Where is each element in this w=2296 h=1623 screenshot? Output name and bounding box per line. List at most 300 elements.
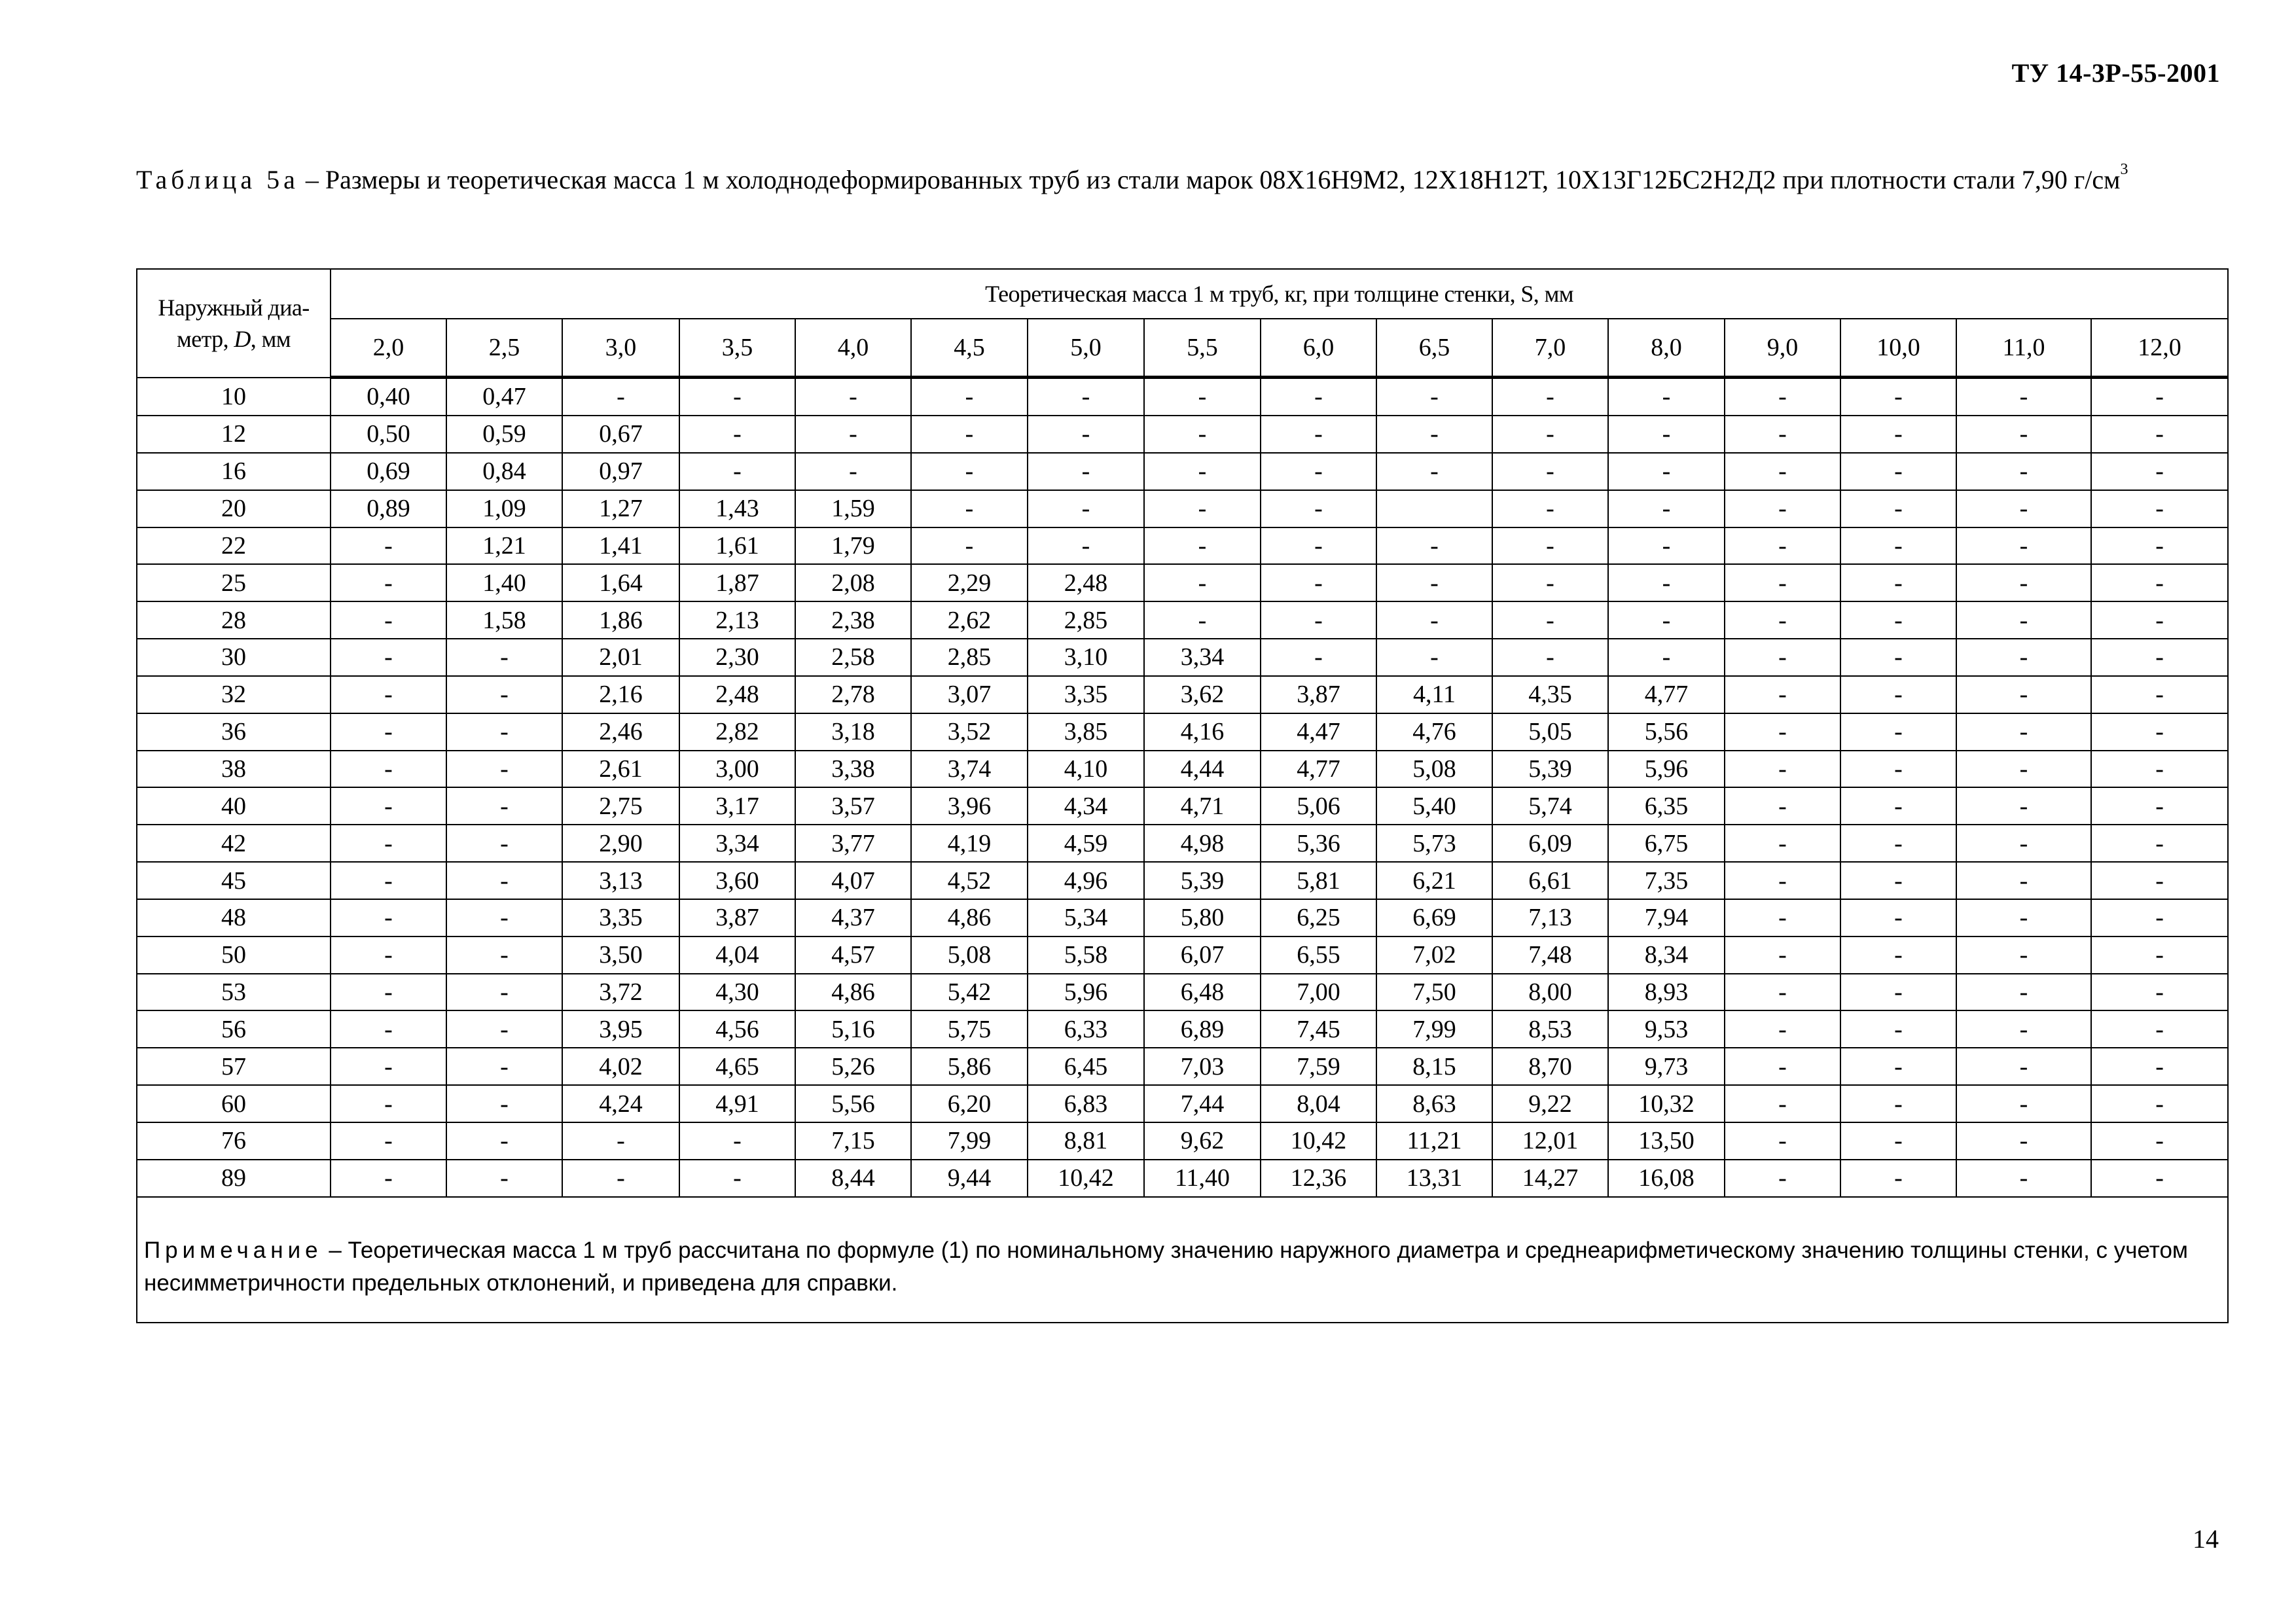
mass-cell: -	[1725, 416, 1840, 453]
mass-cell: -	[1840, 713, 1956, 751]
mass-cell: 3,34	[679, 825, 795, 862]
mass-cell: -	[1261, 453, 1376, 490]
mass-cell: -	[1725, 527, 1840, 565]
mass-cell: 3,50	[562, 936, 679, 974]
mass-cell: 6,33	[1028, 1010, 1144, 1048]
mass-cell: 5,08	[1376, 751, 1492, 788]
mass-cell: -	[1376, 453, 1492, 490]
table-row	[137, 564, 2228, 601]
diameter-cell: 12	[137, 416, 331, 453]
mass-cell: 5,56	[1608, 713, 1725, 751]
diameter-cell: 76	[137, 1122, 331, 1160]
mass-cell: -	[1956, 1122, 2091, 1160]
mass-cell: -	[2091, 453, 2228, 490]
mass-cell: -	[1840, 751, 1956, 788]
mass-cell: -	[795, 416, 911, 453]
mass-cell: -	[2091, 1160, 2228, 1197]
mass-cell: -	[1144, 527, 1261, 565]
mass-cell: -	[2091, 639, 2228, 676]
mass-cell: 3,74	[911, 751, 1028, 788]
mass-cell: 2,48	[1028, 564, 1144, 601]
mass-cell: -	[1608, 564, 1725, 601]
mass-cell: -	[1840, 1160, 1956, 1197]
mass-cell: -	[2091, 751, 2228, 788]
mass-cell: -	[2091, 378, 2228, 416]
diameter-cell: 16	[137, 453, 331, 490]
mass-cell: 12,36	[1261, 1160, 1376, 1197]
mass-cell: 3,35	[562, 899, 679, 936]
mass-cell: -	[2091, 527, 2228, 565]
mass-cell: 7,00	[1261, 974, 1376, 1011]
mass-cell: 8,53	[1492, 1010, 1608, 1048]
mass-cell: 4,98	[1144, 825, 1261, 862]
mass-cell: 6,83	[1028, 1085, 1144, 1122]
mass-cell: 4,24	[562, 1085, 679, 1122]
mass-cell: 4,52	[911, 862, 1028, 899]
mass-cell: -	[1956, 490, 2091, 527]
mass-cell: -	[1608, 416, 1725, 453]
mass-cell	[1376, 490, 1492, 527]
diameter-cell: 40	[137, 787, 331, 825]
mass-cell: 2,82	[679, 713, 795, 751]
mass-cell: -	[1261, 378, 1376, 416]
mass-cell: 2,01	[562, 639, 679, 676]
thickness-header-cell: 4,0	[795, 319, 911, 378]
mass-cell: -	[1840, 601, 1956, 639]
mass-cell: -	[911, 453, 1028, 490]
mass-cell: 2,29	[911, 564, 1028, 601]
mass-cell: 8,44	[795, 1160, 911, 1197]
mass-cell: -	[1725, 1160, 1840, 1197]
mass-cell: 8,70	[1492, 1048, 1608, 1085]
mass-cell: -	[1725, 1122, 1840, 1160]
table-row	[137, 676, 2228, 713]
mass-cell: -	[1492, 490, 1608, 527]
mass-cell: 3,18	[795, 713, 911, 751]
mass-cell: -	[1725, 787, 1840, 825]
mass-cell: 1,43	[679, 490, 795, 527]
mass-cell: -	[1956, 639, 2091, 676]
mass-cell: -	[1144, 453, 1261, 490]
mass-cell: 5,81	[1261, 862, 1376, 899]
diameter-cell: 48	[137, 899, 331, 936]
mass-cell: 10,42	[1261, 1122, 1376, 1160]
mass-cell: 4,10	[1028, 751, 1144, 788]
mass-cell: -	[1725, 676, 1840, 713]
mass-cell: -	[446, 787, 562, 825]
mass-cell: -	[1608, 527, 1725, 565]
mass-cell: 9,62	[1144, 1122, 1261, 1160]
mass-cell: 6,25	[1261, 899, 1376, 936]
mass-cell: -	[1725, 378, 1840, 416]
mass-cell: 9,73	[1608, 1048, 1725, 1085]
mass-cell: -	[2091, 490, 2228, 527]
mass-cell: -	[1840, 490, 1956, 527]
mass-cell: -	[1840, 453, 1956, 490]
mass-cell: 13,31	[1376, 1160, 1492, 1197]
mass-cell: 2,90	[562, 825, 679, 862]
diameter-cell: 32	[137, 676, 331, 713]
mass-cell: -	[1028, 416, 1144, 453]
mass-cell: -	[2091, 713, 2228, 751]
mass-cell: 3,72	[562, 974, 679, 1011]
mass-cell: 4,59	[1028, 825, 1144, 862]
mass-cell: 0,97	[562, 453, 679, 490]
mass-cell: 3,52	[911, 713, 1028, 751]
mass-cell: -	[446, 825, 562, 862]
caption-superscript: 3	[2120, 161, 2128, 178]
mass-cell: -	[331, 1010, 446, 1048]
mass-cell: -	[679, 378, 795, 416]
mass-cell: 2,58	[795, 639, 911, 676]
mass-cell: -	[446, 1048, 562, 1085]
mass-cell: -	[331, 564, 446, 601]
mass-cell: 1,59	[795, 490, 911, 527]
mass-cell: -	[1956, 787, 2091, 825]
mass-cell: 5,73	[1376, 825, 1492, 862]
mass-cell: -	[679, 416, 795, 453]
mass-cell: -	[2091, 416, 2228, 453]
table-body	[137, 378, 2228, 1198]
diameter-cell: 22	[137, 527, 331, 565]
mass-cell: 12,01	[1492, 1122, 1608, 1160]
mass-cell: -	[1725, 453, 1840, 490]
mass-cell: -	[1840, 676, 1956, 713]
mass-cell: 3,10	[1028, 639, 1144, 676]
mass-cell: 13,50	[1608, 1122, 1725, 1160]
mass-cell: 1,21	[446, 527, 562, 565]
thickness-header-cell: 6,5	[1376, 319, 1492, 378]
mass-cell: 0,69	[331, 453, 446, 490]
table-row	[137, 416, 2228, 453]
mass-cell: -	[1840, 787, 1956, 825]
mass-cell: 2,62	[911, 601, 1028, 639]
mass-cell: -	[2091, 825, 2228, 862]
mass-cell: 5,39	[1144, 862, 1261, 899]
table-row	[137, 490, 2228, 527]
diameter-header-pre: метр,	[177, 325, 234, 352]
mass-cell: -	[331, 676, 446, 713]
thickness-header-cell: 2,5	[446, 319, 562, 378]
mass-cell: 7,35	[1608, 862, 1725, 899]
mass-cell: -	[331, 601, 446, 639]
note-text: – Теоретическая масса 1 м труб рассчитана по формуле (1) по номинальному значению наружного диаметра и среднеарифметическому значению толщины стенки, с учетом несимметричности предельных отклонений, и приведена для справки.	[144, 1238, 2188, 1296]
mass-cell: 4,04	[679, 936, 795, 974]
mass-cell: 5,34	[1028, 899, 1144, 936]
diameter-cell: 20	[137, 490, 331, 527]
mass-cell: 3,87	[679, 899, 795, 936]
mass-cell: 1,58	[446, 601, 562, 639]
mass-cell: 3,34	[1144, 639, 1261, 676]
mass-cell: -	[2091, 974, 2228, 1011]
mass-cell: 8,00	[1492, 974, 1608, 1011]
mass-cell: -	[1261, 639, 1376, 676]
thickness-header-cell: 5,0	[1028, 319, 1144, 378]
mass-cell: 3,77	[795, 825, 911, 862]
mass-cell: 4,19	[911, 825, 1028, 862]
mass-cell: -	[1376, 416, 1492, 453]
mass-cell: 1,61	[679, 527, 795, 565]
mass-cell: 3,13	[562, 862, 679, 899]
mass-cell: -	[1840, 899, 1956, 936]
mass-cell: -	[446, 899, 562, 936]
mass-cell: -	[1840, 936, 1956, 974]
mass-cell: -	[1840, 1085, 1956, 1122]
mass-cell: -	[1725, 490, 1840, 527]
mass-cell: -	[679, 453, 795, 490]
mass-cell: 6,07	[1144, 936, 1261, 974]
caption-text: – Размеры и теоретическая масса 1 м холоднодеформированных труб из стали марок 08Х16Н9М2, 12Х18Н12Т, 10Х13Г12БС2Н2Д2 при плотности стали 7,90 г/см	[298, 165, 2121, 194]
mass-cell: -	[446, 676, 562, 713]
document-code: ТУ 14-3Р-55-2001	[2011, 58, 2220, 88]
mass-cell: -	[331, 936, 446, 974]
mass-cell: -	[1840, 862, 1956, 899]
mass-cell: -	[331, 1122, 446, 1160]
mass-cell: 2,85	[911, 639, 1028, 676]
thickness-header-cell: 12,0	[2091, 319, 2228, 378]
mass-cell: -	[2091, 1048, 2228, 1085]
diameter-cell: 25	[137, 564, 331, 601]
mass-cell: -	[1956, 378, 2091, 416]
pipe-mass-table	[136, 268, 2229, 1323]
mass-cell: -	[1840, 527, 1956, 565]
mass-cell: 4,77	[1261, 751, 1376, 788]
mass-cell: 8,93	[1608, 974, 1725, 1011]
mass-cell: -	[2091, 1085, 2228, 1122]
mass-cell: -	[1492, 601, 1608, 639]
thickness-header-cell: 3,5	[679, 319, 795, 378]
mass-cell: -	[1028, 378, 1144, 416]
mass-cell: -	[1261, 601, 1376, 639]
mass-cell: -	[331, 1048, 446, 1085]
mass-cell: 2,08	[795, 564, 911, 601]
mass-cell: -	[1725, 862, 1840, 899]
mass-cell: 5,74	[1492, 787, 1608, 825]
mass-cell: 3,96	[911, 787, 1028, 825]
table-row	[137, 1160, 2228, 1197]
mass-cell: 5,86	[911, 1048, 1028, 1085]
mass-cell: -	[2091, 936, 2228, 974]
mass-cell: 0,67	[562, 416, 679, 453]
mass-cell: -	[1144, 490, 1261, 527]
mass-cell: 5,36	[1261, 825, 1376, 862]
diameter-cell: 57	[137, 1048, 331, 1085]
mass-cell: 8,63	[1376, 1085, 1492, 1122]
diameter-cell: 38	[137, 751, 331, 788]
thickness-header-cell: 6,0	[1261, 319, 1376, 378]
mass-cell: -	[446, 1010, 562, 1048]
mass-cell: 8,04	[1261, 1085, 1376, 1122]
mass-cell: -	[446, 862, 562, 899]
mass-cell: -	[446, 1160, 562, 1197]
mass-cell: -	[1261, 490, 1376, 527]
mass-cell: -	[1956, 936, 2091, 974]
mass-cell: 2,46	[562, 713, 679, 751]
diameter-header-line1: Наружный диа-	[158, 294, 310, 321]
mass-cell: -	[1492, 378, 1608, 416]
mass-cell: -	[911, 490, 1028, 527]
mass-cell: 1,79	[795, 527, 911, 565]
mass-cell: -	[446, 1122, 562, 1160]
mass-cell: -	[331, 825, 446, 862]
table-note	[137, 1197, 2228, 1323]
mass-cell: -	[1725, 936, 1840, 974]
thickness-header-cell: 8,0	[1608, 319, 1725, 378]
mass-cell: 7,48	[1492, 936, 1608, 974]
table-row	[137, 527, 2228, 565]
mass-cell: -	[1725, 1010, 1840, 1048]
table-row	[137, 1085, 2228, 1122]
mass-cell: -	[1725, 1085, 1840, 1122]
mass-cell: -	[1725, 899, 1840, 936]
mass-cell: 5,96	[1028, 974, 1144, 1011]
mass-cell: 3,95	[562, 1010, 679, 1048]
mass-cell: 5,58	[1028, 936, 1144, 974]
mass-cell: -	[331, 713, 446, 751]
mass-cell: -	[562, 378, 679, 416]
mass-cell: 6,35	[1608, 787, 1725, 825]
mass-cell: -	[911, 527, 1028, 565]
mass-cell: 3,85	[1028, 713, 1144, 751]
diameter-header	[137, 269, 331, 378]
mass-cell: -	[911, 416, 1028, 453]
mass-cell: -	[1840, 639, 1956, 676]
mass-cell: -	[1608, 601, 1725, 639]
mass-cell: 4,16	[1144, 713, 1261, 751]
mass-cell: -	[1492, 527, 1608, 565]
mass-cell: -	[1492, 564, 1608, 601]
mass-cell: -	[446, 713, 562, 751]
mass-cell: 4,77	[1608, 676, 1725, 713]
mass-cell: 5,26	[795, 1048, 911, 1085]
mass-cell: 1,27	[562, 490, 679, 527]
table-row	[137, 936, 2228, 974]
table-row	[137, 639, 2228, 676]
mass-cell: 2,30	[679, 639, 795, 676]
mass-cell: -	[1492, 416, 1608, 453]
mass-cell: 8,81	[1028, 1122, 1144, 1160]
mass-cell: -	[795, 378, 911, 416]
mass-cell: 5,42	[911, 974, 1028, 1011]
mass-cell: 6,48	[1144, 974, 1261, 1011]
mass-cell: -	[1725, 974, 1840, 1011]
mass-cell: 4,65	[679, 1048, 795, 1085]
mass-cell: 0,47	[446, 378, 562, 416]
mass-cell: -	[1956, 974, 2091, 1011]
mass-cell: -	[1956, 564, 2091, 601]
mass-cell: 3,38	[795, 751, 911, 788]
mass-cell: 6,89	[1144, 1010, 1261, 1048]
mass-cell: 3,60	[679, 862, 795, 899]
mass-cell: 7,99	[1376, 1010, 1492, 1048]
mass-cell: -	[331, 899, 446, 936]
mass-cell: 9,53	[1608, 1010, 1725, 1048]
mass-cell: 6,55	[1261, 936, 1376, 974]
table-row	[137, 378, 2228, 416]
mass-cell: 4,35	[1492, 676, 1608, 713]
mass-cell: -	[2091, 787, 2228, 825]
caption-label: Таблица 5а	[136, 165, 299, 194]
mass-cell: -	[446, 1085, 562, 1122]
mass-cell: -	[562, 1160, 679, 1197]
mass-cell: -	[1492, 453, 1608, 490]
mass-cell: 4,91	[679, 1085, 795, 1122]
mass-cell: 3,00	[679, 751, 795, 788]
mass-cell: -	[331, 974, 446, 1011]
mass-cell: 4,57	[795, 936, 911, 974]
mass-cell: -	[1376, 527, 1492, 565]
thickness-header-row	[137, 319, 2228, 378]
mass-cell: 7,13	[1492, 899, 1608, 936]
mass-cell: -	[1956, 1160, 2091, 1197]
mass-cell: 4,44	[1144, 751, 1261, 788]
mass-cell: -	[911, 378, 1028, 416]
table-row	[137, 974, 2228, 1011]
diameter-cell: 36	[137, 713, 331, 751]
mass-cell: -	[331, 639, 446, 676]
mass-cell: 7,03	[1144, 1048, 1261, 1085]
mass-cell: -	[1956, 453, 2091, 490]
mass-cell: 6,20	[911, 1085, 1028, 1122]
table-row	[137, 1122, 2228, 1160]
thickness-header-cell: 11,0	[1956, 319, 2091, 378]
mass-cell: -	[1492, 639, 1608, 676]
mass-cell: 0,59	[446, 416, 562, 453]
mass-cell: -	[1956, 527, 2091, 565]
mass-cell: 3,35	[1028, 676, 1144, 713]
mass-cell: 3,57	[795, 787, 911, 825]
mass-cell: 4,86	[795, 974, 911, 1011]
mass-cell: -	[1144, 601, 1261, 639]
mass-cell: -	[1725, 564, 1840, 601]
thickness-header-cell: 5,5	[1144, 319, 1261, 378]
mass-cell: -	[1956, 899, 2091, 936]
mass-cell: -	[2091, 899, 2228, 936]
mass-cell: 0,89	[331, 490, 446, 527]
mass-cell: -	[1144, 564, 1261, 601]
mass-cell: -	[679, 1160, 795, 1197]
mass-cell: 5,16	[795, 1010, 911, 1048]
mass-cell: 11,21	[1376, 1122, 1492, 1160]
mass-cell: -	[1725, 639, 1840, 676]
mass-cell: -	[1028, 527, 1144, 565]
mass-cell: -	[1840, 825, 1956, 862]
mass-cell: 2,13	[679, 601, 795, 639]
table-row	[137, 1010, 2228, 1048]
mass-cell: -	[1261, 564, 1376, 601]
table-row	[137, 751, 2228, 788]
mass-cell: 9,22	[1492, 1085, 1608, 1122]
mass-cell: -	[331, 862, 446, 899]
mass-cell: -	[1956, 416, 2091, 453]
mass-cell: -	[1956, 825, 2091, 862]
mass-cell: 14,27	[1492, 1160, 1608, 1197]
thickness-header-cell: 7,0	[1492, 319, 1608, 378]
mass-cell: 3,17	[679, 787, 795, 825]
mass-cell: 0,50	[331, 416, 446, 453]
mass-cell: -	[1376, 601, 1492, 639]
mass-cell: 6,21	[1376, 862, 1492, 899]
mass-cell: 4,76	[1376, 713, 1492, 751]
mass-cell: 7,50	[1376, 974, 1492, 1011]
mass-cell: -	[2091, 564, 2228, 601]
mass-cell: 3,87	[1261, 676, 1376, 713]
mass-cell: 16,08	[1608, 1160, 1725, 1197]
mass-cell: 7,94	[1608, 899, 1725, 936]
diameter-header-post: , мм	[250, 325, 291, 352]
mass-cell: -	[1261, 416, 1376, 453]
diameter-header-symbol: D	[234, 325, 251, 352]
